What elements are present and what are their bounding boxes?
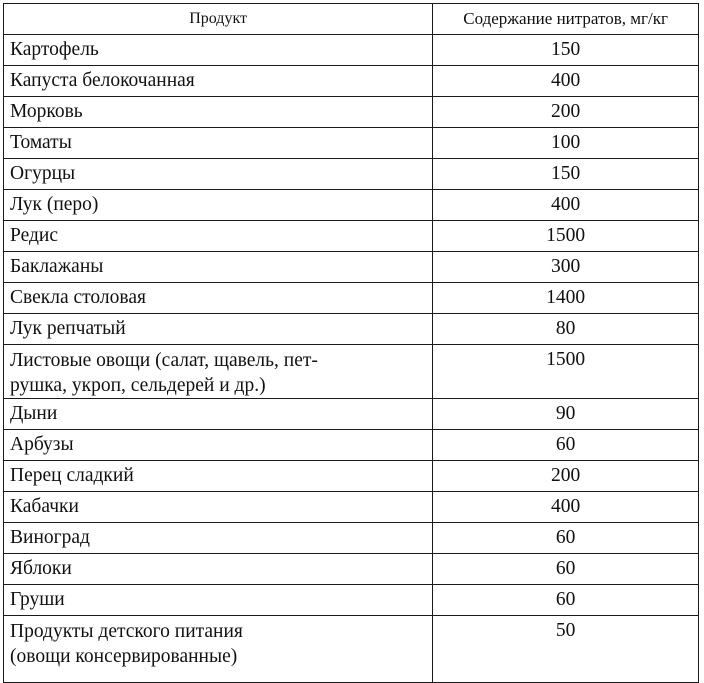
table-row <box>4 283 699 314</box>
nitrate-value: 400 <box>433 190 699 221</box>
product-name-line: Листовые овощи (салат, щавель, пет- <box>10 350 318 371</box>
product-name: Груши <box>4 585 433 616</box>
table-row <box>4 430 699 461</box>
product-name: Морковь <box>4 97 433 128</box>
product-name-line: (овощи консервированные) <box>10 646 238 667</box>
nitrate-value: 60 <box>433 585 699 616</box>
nitrate-value: 1500 <box>433 221 699 252</box>
nitrate-value: 60 <box>433 523 699 554</box>
table-row <box>4 461 699 492</box>
product-name: Баклажаны <box>4 252 433 283</box>
product-name: Кабачки <box>4 492 433 523</box>
nitrate-value: 400 <box>433 66 699 97</box>
header-row <box>4 4 699 35</box>
nitrates-table <box>3 3 699 683</box>
product-name-line: Продукты детского питания <box>10 621 243 642</box>
nitrate-value: 80 <box>433 314 699 345</box>
table-row <box>4 35 699 66</box>
product-name: Виноград <box>4 523 433 554</box>
product-name: Лук (перо) <box>4 190 433 221</box>
nitrate-value: 150 <box>433 159 699 190</box>
product-name: Перец сладкий <box>4 461 433 492</box>
table-row <box>4 128 699 159</box>
table-row <box>4 585 699 616</box>
table-row <box>4 221 699 252</box>
product-name: Капуста белокочанная <box>4 66 433 97</box>
header-nitrates: Содержание нитратов, мг/кг <box>433 4 699 35</box>
product-name: Редис <box>4 221 433 252</box>
nitrate-value: 60 <box>433 554 699 585</box>
product-name: Дыни <box>4 399 433 430</box>
table-row <box>4 345 699 399</box>
table-row <box>4 554 699 585</box>
product-name <box>4 345 433 399</box>
nitrate-value: 1400 <box>433 283 699 314</box>
product-name: Яблоки <box>4 554 433 585</box>
product-name: Картофель <box>4 35 433 66</box>
table-row <box>4 252 699 283</box>
table-row <box>4 492 699 523</box>
product-name: Лук репчатый <box>4 314 433 345</box>
nitrate-value: 50 <box>433 616 699 683</box>
table-row <box>4 66 699 97</box>
nitrate-value: 400 <box>433 492 699 523</box>
table-row <box>4 190 699 221</box>
nitrate-value: 1500 <box>433 345 699 399</box>
table-row <box>4 314 699 345</box>
nitrate-value: 150 <box>433 35 699 66</box>
table-row <box>4 399 699 430</box>
product-name: Арбузы <box>4 430 433 461</box>
table-row <box>4 523 699 554</box>
nitrate-value: 200 <box>433 97 699 128</box>
table-row <box>4 616 699 683</box>
nitrate-value: 200 <box>433 461 699 492</box>
product-name: Томаты <box>4 128 433 159</box>
product-name: Свекла столовая <box>4 283 433 314</box>
nitrate-value: 90 <box>433 399 699 430</box>
table-row <box>4 97 699 128</box>
nitrate-value: 60 <box>433 430 699 461</box>
product-name-line: рушка, укроп, сельдерей и др.) <box>10 375 266 396</box>
product-name <box>4 616 433 683</box>
nitrate-value: 300 <box>433 252 699 283</box>
header-product: Продукт <box>4 4 433 35</box>
product-name: Огурцы <box>4 159 433 190</box>
table-row <box>4 159 699 190</box>
nitrate-value: 100 <box>433 128 699 159</box>
